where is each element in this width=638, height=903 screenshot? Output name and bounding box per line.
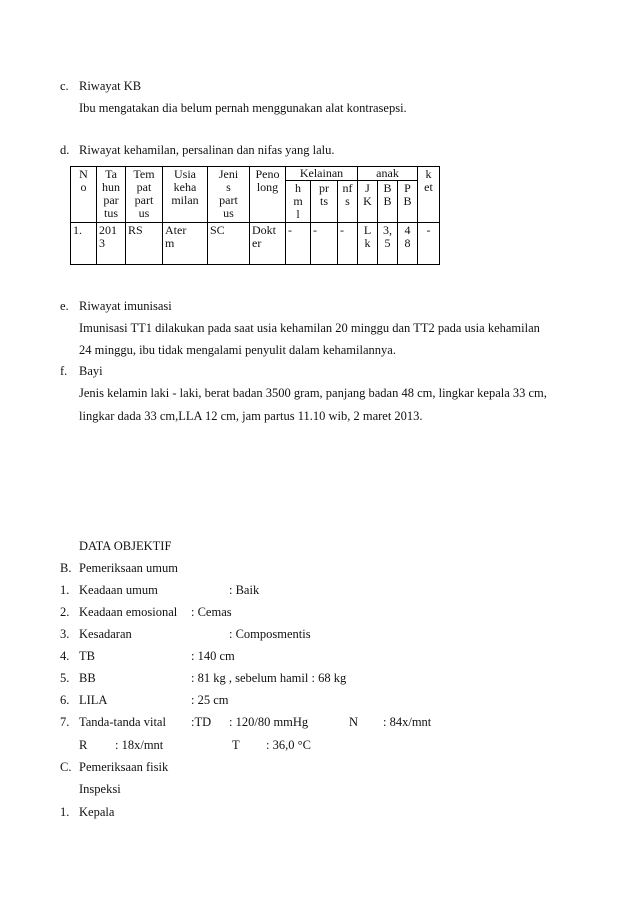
cell-text-line: tus — [103, 206, 118, 220]
header-anak: anak — [358, 167, 418, 181]
vital-label: Tanda-tanda vital — [79, 715, 166, 729]
section-e-label: e. — [60, 299, 69, 313]
cell-text-line: part — [219, 193, 238, 207]
table-row — [71, 223, 440, 265]
cell-text-line: Jeni — [218, 167, 239, 181]
pregnancy-history-table — [70, 166, 440, 265]
cell-text-line: - — [426, 223, 431, 237]
inspeksi-label: Inspeksi — [79, 782, 121, 796]
exam-5-value: : 81 kg , sebelum hamil : 68 kg — [191, 671, 347, 685]
section-B-title: Pemeriksaan umum — [79, 561, 178, 575]
section-f-line2: lingkar dada 33 cm,LLA 12 cm, jam partus 11.10 wib, 2 maret 2013. — [79, 409, 423, 423]
cell-hml — [286, 223, 311, 265]
section-f-line1: Jenis kelamin laki - laki, berat badan 3500 gram, panjang badan 48 cm, lingkar kepala 33 cm, — [79, 386, 547, 400]
cell-text-line: Ater — [165, 223, 187, 237]
section-d-label: d. — [60, 143, 70, 157]
cell-text-line: - — [288, 223, 292, 237]
cell-text-line: milan — [171, 193, 199, 207]
cell-text-line: k — [425, 167, 432, 181]
cell-text-line: B — [403, 194, 412, 208]
cell-text-line: long — [256, 180, 279, 194]
cell-text-line: P — [404, 181, 411, 195]
section-d-title: Riwayat kehamilan, persalinan dan nifas yang lalu. — [79, 143, 335, 157]
header-prts — [311, 181, 338, 223]
cell-text-line: SC — [210, 223, 225, 237]
section-B-label: B. — [60, 561, 72, 575]
section-c-title: Riwayat KB — [79, 79, 142, 93]
cell-text-line: 8 — [404, 236, 411, 250]
header-jenis-partus — [208, 167, 250, 223]
cell-text-line: B — [383, 181, 392, 195]
cell-no — [71, 223, 97, 265]
exam-1-num: 1. — [60, 583, 70, 597]
cell-text-line: k — [364, 236, 371, 250]
cell-text-line: part — [134, 193, 154, 207]
cell-text-line: m — [165, 236, 175, 250]
cell-text-line: pr — [319, 181, 329, 195]
cell-penolong — [250, 223, 286, 265]
cell-text-line: L — [363, 223, 372, 237]
exam-6-value: : 25 cm — [191, 693, 229, 707]
exam-3-value: : Composmentis — [229, 627, 311, 641]
section-e-line1: Imunisasi TT1 dilakukan pada saat usia kehamilan 20 minggu dan TT2 pada usia kehamilan — [79, 321, 540, 335]
vital-n-label: N — [349, 715, 359, 729]
section-e-line2: 24 minggu, ibu tidak mengalami penyulit dalam kehamilannya. — [79, 343, 396, 357]
exam-2-num: 2. — [60, 605, 70, 619]
cell-text-line: N — [79, 167, 88, 181]
cell-text-line: pat — [136, 180, 152, 194]
cell-text-line: nf — [342, 181, 353, 195]
cell-text-line: 3, — [383, 223, 392, 237]
exam-6-num: 6. — [60, 693, 70, 707]
exam-2-label: Keadaan emosional — [79, 605, 178, 619]
vital-r-label: R — [79, 738, 88, 752]
header-tahun-partus — [97, 167, 126, 223]
cell-text-line: K — [363, 194, 372, 208]
cell-text-line: o — [80, 180, 87, 194]
cell-jenis — [208, 223, 250, 265]
kepala-num: 1. — [60, 805, 70, 819]
section-c-text: Ibu mengatakan dia belum pernah menggunakan alat kontrasepsi. — [79, 101, 407, 115]
exam-1-label: Keadaan umum — [79, 583, 158, 597]
exam-4-value: : 140 cm — [191, 649, 235, 663]
header-jk — [358, 181, 378, 223]
cell-text-line: - — [340, 223, 344, 237]
cell-text-line: s — [226, 180, 231, 194]
header-nfs — [338, 181, 358, 223]
cell-tahun — [97, 223, 126, 265]
header-penolong — [250, 167, 286, 223]
data-objektif-heading: DATA OBJEKTIF — [79, 539, 172, 553]
cell-pb — [398, 223, 418, 265]
header-ket — [418, 167, 440, 223]
header-pb — [398, 181, 418, 223]
cell-text-line: us — [223, 206, 234, 220]
section-c-label: c. — [60, 79, 69, 93]
cell-usia — [163, 223, 208, 265]
exam-3-num: 3. — [60, 627, 70, 641]
cell-text-line: keha — [173, 180, 197, 194]
vital-td-label: :TD — [191, 715, 212, 729]
header-no — [71, 167, 97, 223]
section-C-title: Pemeriksaan fisik — [79, 760, 169, 774]
section-C-label: C. — [60, 760, 72, 774]
exam-4-num: 4. — [60, 649, 70, 663]
header-kelainan: Kelainan — [286, 167, 358, 181]
cell-text-line: Tem — [133, 167, 155, 181]
cell-text-line: RS — [128, 223, 143, 237]
cell-tempat — [126, 223, 163, 265]
cell-text-line: J — [365, 181, 370, 195]
cell-text-line: Peno — [255, 167, 280, 181]
vital-n-value: : 84x/mnt — [383, 715, 432, 729]
cell-text-line: Dokt — [252, 223, 276, 237]
cell-nfs — [338, 223, 358, 265]
header-tempat-partus — [126, 167, 163, 223]
vital-num: 7. — [60, 715, 70, 729]
cell-text-line: 5 — [384, 236, 391, 250]
vital-td-value: : 120/80 mmHg — [229, 715, 309, 729]
section-f-label: f. — [60, 364, 68, 378]
cell-text-line: us — [138, 206, 150, 220]
exam-5-num: 5. — [60, 671, 70, 685]
cell-text-line: ts — [319, 194, 328, 208]
vital-t-value: : 36,0 °C — [266, 738, 311, 752]
cell-text-line: 201 — [99, 223, 117, 237]
cell-prts — [311, 223, 338, 265]
table-header-row — [71, 167, 440, 181]
exam-1-value: : Baik — [229, 583, 260, 597]
vital-t-label: T — [232, 738, 240, 752]
exam-6-label: LILA — [79, 693, 108, 707]
kepala-label: Kepala — [79, 805, 115, 819]
cell-text-line: - — [313, 223, 317, 237]
cell-text-line: Ta — [105, 167, 117, 181]
section-e-title: Riwayat imunisasi — [79, 299, 172, 313]
cell-text-line: B — [383, 194, 392, 208]
cell-text-line: 4 — [404, 223, 411, 237]
cell-text-line: par — [103, 193, 119, 207]
exam-4-label: TB — [79, 649, 95, 663]
cell-bb — [378, 223, 398, 265]
exam-2-value: : Cemas — [191, 605, 232, 619]
cell-ket — [418, 223, 440, 265]
cell-text-line: l — [296, 207, 300, 221]
exam-3-label: Kesadaran — [79, 627, 132, 641]
cell-text-line: 3 — [99, 236, 105, 250]
section-f-title: Bayi — [79, 364, 103, 378]
header-hml — [286, 181, 311, 223]
header-bb — [378, 181, 398, 223]
cell-text-line: er — [252, 236, 262, 250]
cell-text-line: 1. — [73, 223, 82, 237]
cell-text-line: et — [424, 180, 433, 194]
cell-text-line: hun — [102, 180, 120, 194]
cell-text-line: h — [295, 181, 301, 195]
vital-r-value: : 18x/mnt — [115, 738, 164, 752]
cell-jk — [358, 223, 378, 265]
cell-text-line: s — [345, 194, 350, 208]
header-usia-kehamilan — [163, 167, 208, 223]
exam-5-label: BB — [79, 671, 96, 685]
cell-text-line: Usia — [174, 167, 196, 181]
cell-text-line: m — [293, 194, 303, 208]
